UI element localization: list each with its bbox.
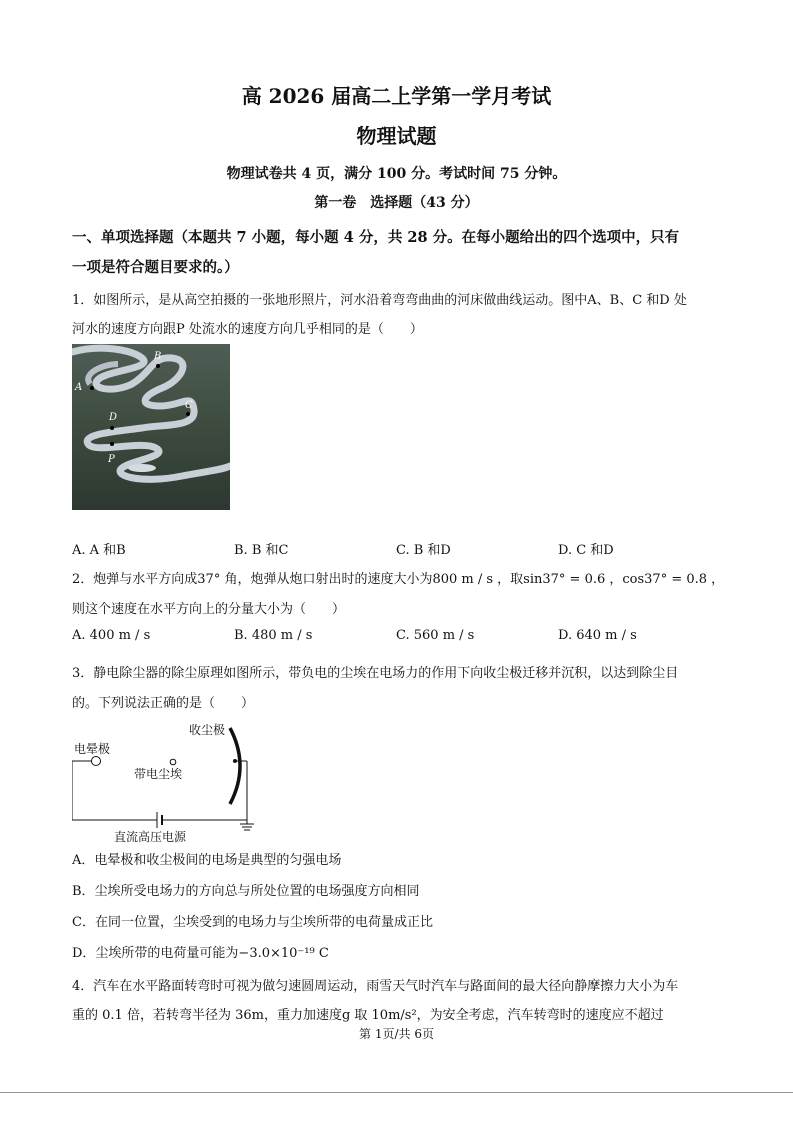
q2-stem-line1: 2．炮弹与水平方向成37° 角，炮弹从炮口射出时的速度大小为800 m / s ，取sin37° = 0.6 ，cos37° = 0.8 ， [72,572,725,587]
q1-option-b: B. B 和C [234,543,289,558]
q1-stem-line1: 1．如图所示，是从高空拍摄的一张地形照片，河水沿着弯弯曲曲的河床做曲线运动。图中A、B、C 和D 处 [72,293,687,308]
q2-option-b: B. 480 m / s [234,628,313,643]
label-d: D [109,412,118,423]
collector-plate [230,728,240,804]
label-a: A [75,382,83,393]
q3-option-c: C．在同一位置，尘埃受到的电场力与尘埃所带的电荷量成正比 [72,915,433,930]
subject-title: 物理试题 [356,124,437,148]
point-d-dot [110,426,114,430]
label-b: B [154,351,162,362]
exam-info: 物理试卷共 4 页，满分 100 分。考试时间 75 分钟。 [226,166,567,182]
q2-stem-line2: 则这个速度在水平方向上的分量大小为（ ） [72,602,346,617]
footer-divider [0,1092,793,1093]
q3-option-d: D．尘埃所带的电荷量可能为−3.0×10⁻¹⁹ C [72,946,329,961]
collector-label: 收尘极 [189,723,226,737]
q1-option-a: A. A 和B [72,543,126,558]
exam-title: 高 2026 届高二上学第一学月考试 [241,84,552,108]
point-b-dot [156,364,160,368]
q1-option-c: C. B 和D [396,543,451,558]
q2-option-d: D. 640 m / s [558,628,637,643]
section-heading-line1: 一、单项选择题（本题共 7 小题，每小题 4 分，共 28 分。在每小题给出的四个选项中，只有 [72,229,680,246]
q3-stem-line2: 的。下列说法正确的是（ ） [72,696,255,711]
source-label: 直流高压电源 [114,830,187,844]
q1-option-d: D. C 和D [558,543,614,558]
corona-electrode [92,757,101,766]
river-photo [72,344,230,510]
point-c-dot [186,412,190,416]
point-a-dot [90,386,94,390]
dust-label: 带电尘埃 [134,767,183,781]
dust-collector-diagram [72,720,272,845]
q2-option-c: C. 560 m / s [396,628,475,643]
q1-stem-line2: 河水的速度方向跟P 处流水的速度方向几乎相同的是（ ） [72,322,423,337]
label-p: P [108,454,115,465]
point-p-dot [110,442,114,446]
page-footer: 第 1页/共 6页 [359,1027,434,1041]
river-photo-image [72,344,230,510]
q4-stem-line1: 4．汽车在水平路面转弯时可视为做匀速圆周运动，雨雪天气时汽车与路面间的最大径向静摩擦力大小为车 [72,979,679,994]
q3-stem-line1: 3．静电除尘器的除尘原理如图所示，带负电的尘埃在电场力的作用下向收尘极迁移并沉积，以达到除尘目 [72,666,679,681]
q2-option-a: A. 400 m / s [72,628,151,643]
circuit-drawing [72,720,272,845]
dust-particle [170,759,176,765]
q3-option-b: B．尘埃所受电场力的方向总与所处位置的电场强度方向相同 [72,884,420,899]
label-c: C [185,400,193,411]
q3-option-a: A．电晕极和收尘极间的电场是典型的匀强电场 [72,853,342,868]
corona-label: 电晕极 [74,742,111,756]
section-heading-line2: 一项是符合题目要求的。） [72,259,239,276]
q4-stem-line2: 重的 0.1 倍，若转弯半径为 36m，重力加速度g 取 10m/s²，为安全考虑，汽车转弯时的速度应不超过 [72,1008,664,1023]
part-heading: 第一卷 选择题（43 分） [314,195,479,211]
